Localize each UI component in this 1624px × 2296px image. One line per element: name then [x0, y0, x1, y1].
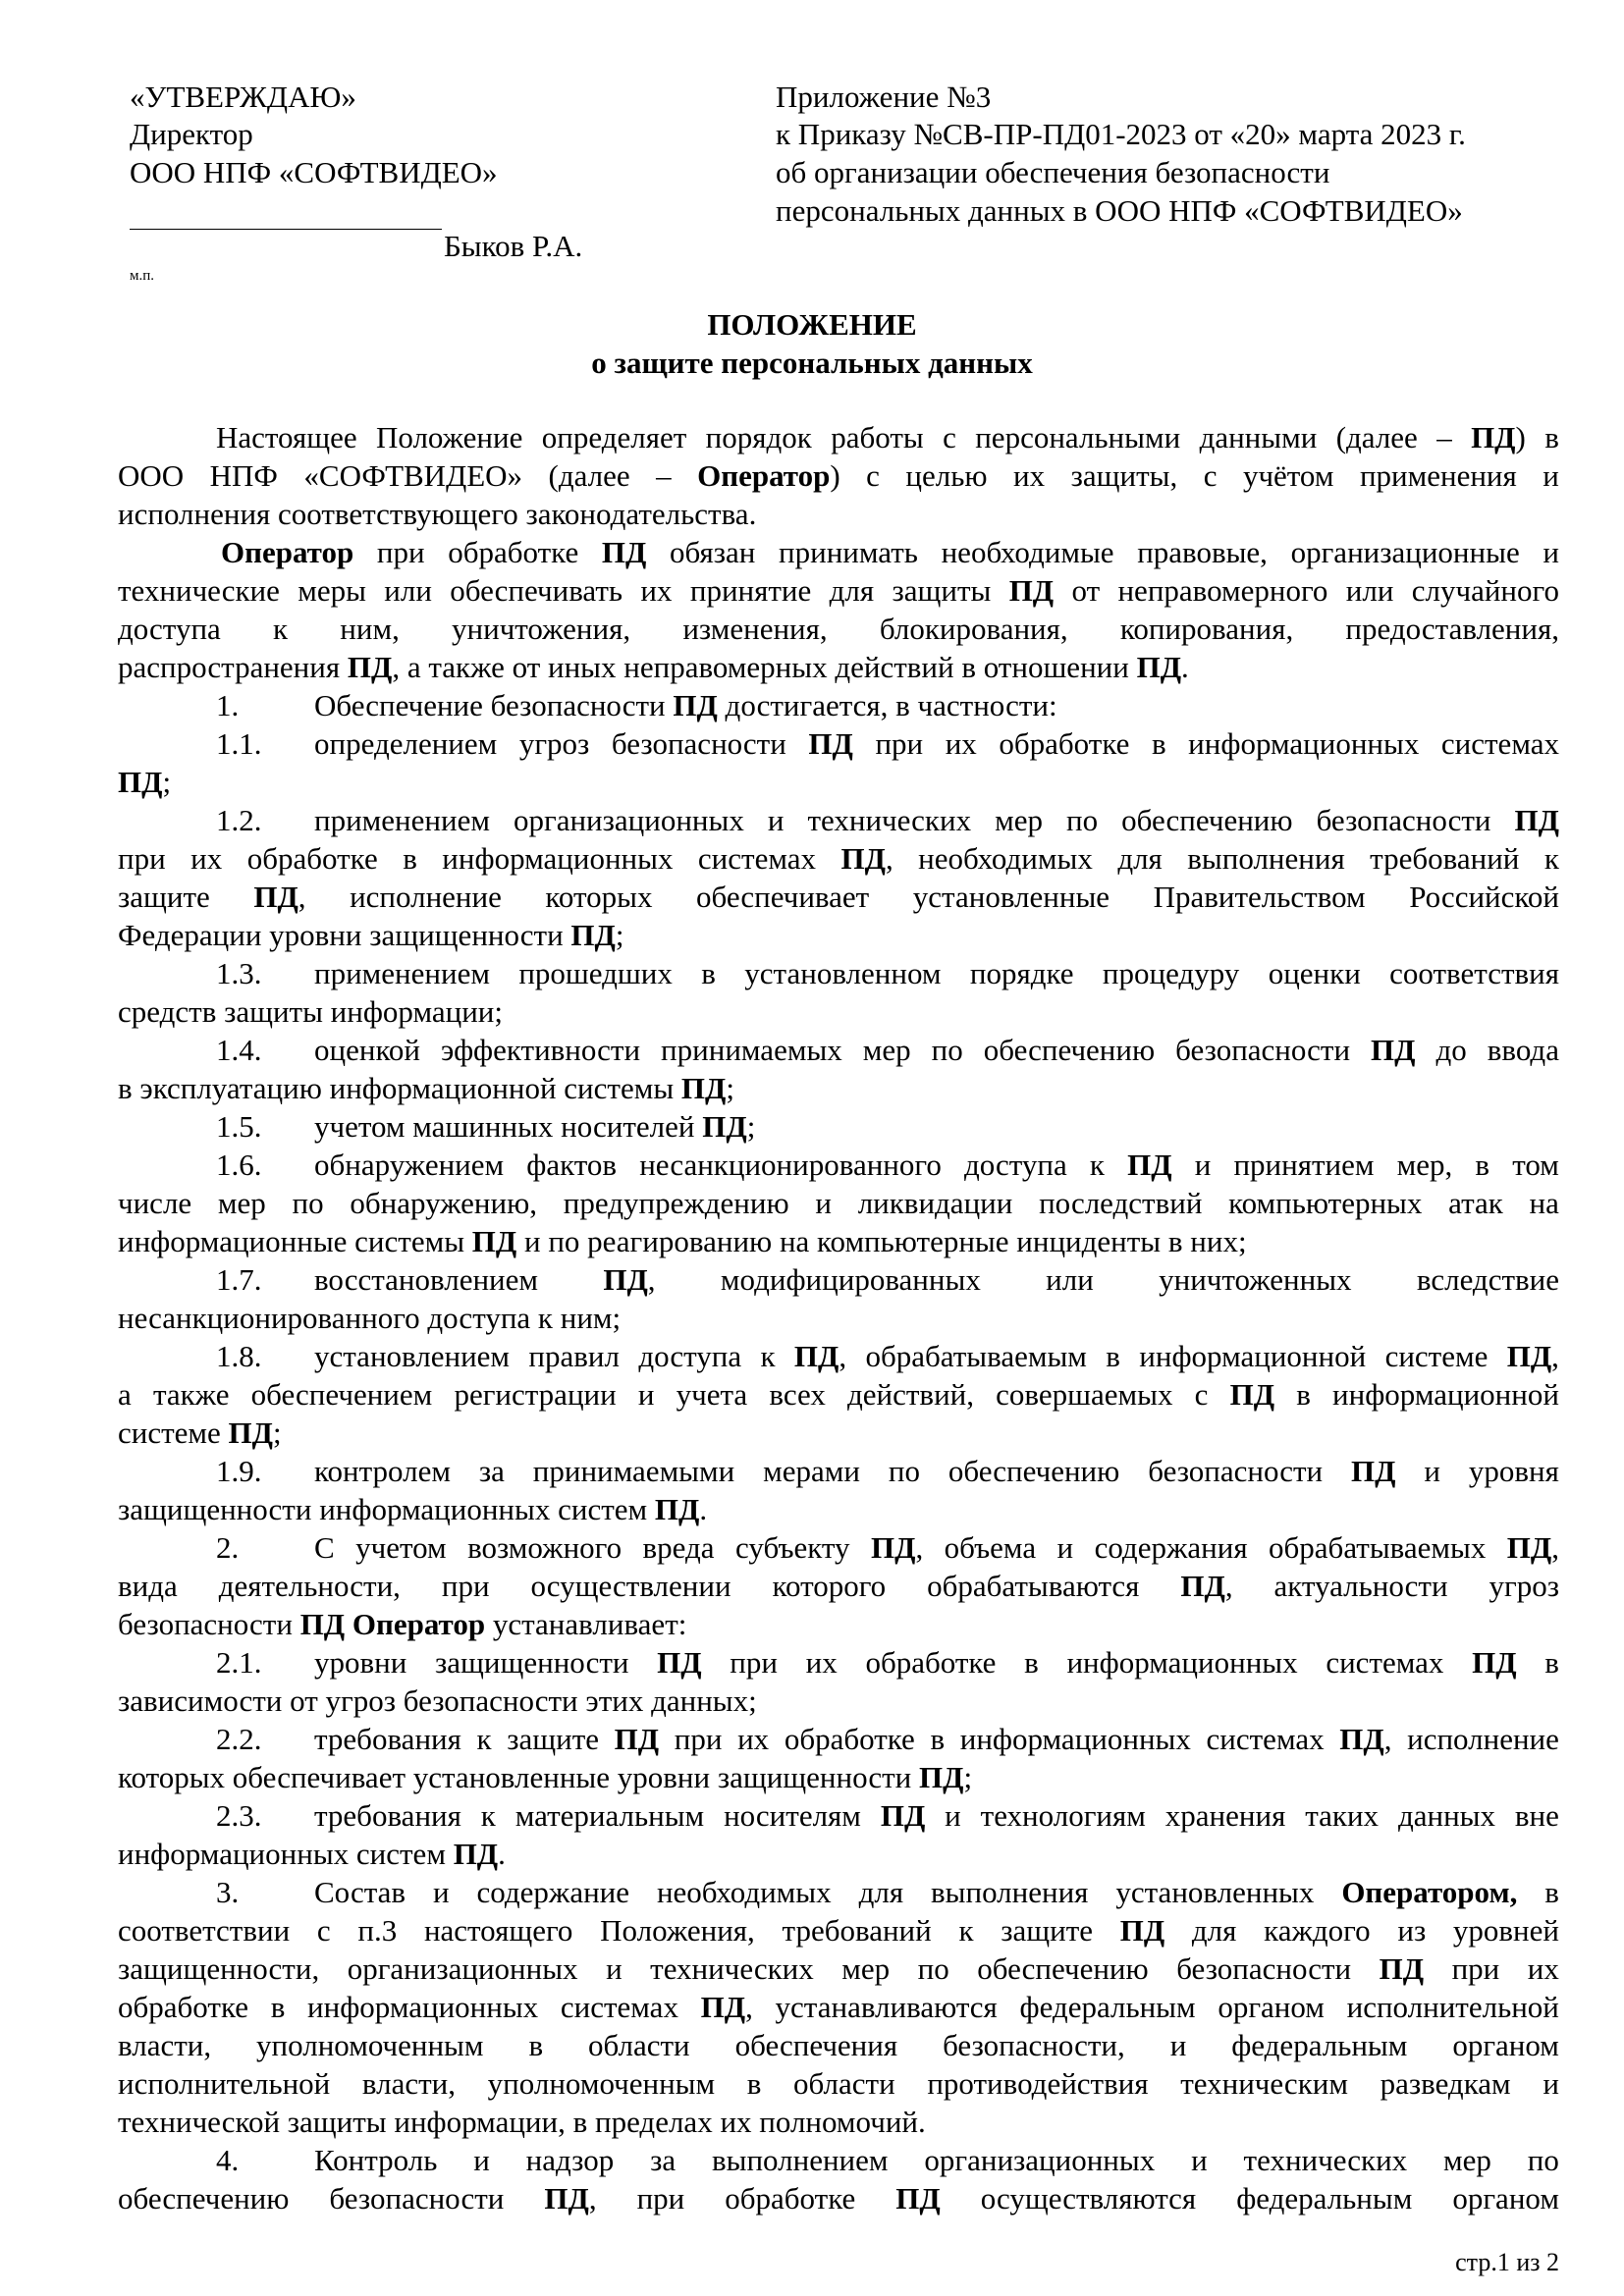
- page-number: стр.1 из 2: [1455, 2248, 1559, 2276]
- appendix-subject: об организации обеспечения безопасности: [776, 155, 1330, 189]
- document-subtitle: о защите персональных данных: [591, 346, 1033, 380]
- appendix-order: к Приказу №СВ-ПР-ПД01-2023 от «20» марта 2023 г.: [776, 117, 1466, 151]
- signature-line: [130, 229, 442, 230]
- stamp-place: м.п.: [130, 268, 155, 284]
- document-title: ПОЛОЖЕНИЕ: [707, 307, 917, 342]
- appendix-number: Приложение №3: [776, 80, 992, 114]
- approval-company: ООО НПФ «СОФТВИДЕО»: [130, 155, 498, 189]
- approval-position: Директор: [130, 117, 253, 151]
- appendix-subject-cont: персональных данных в ООО НПФ «СОФТВИДЕО»: [776, 193, 1463, 228]
- approval-signer: Быков Р.А.: [444, 229, 583, 263]
- approval-title: «УТВЕРЖДАЮ»: [130, 80, 356, 114]
